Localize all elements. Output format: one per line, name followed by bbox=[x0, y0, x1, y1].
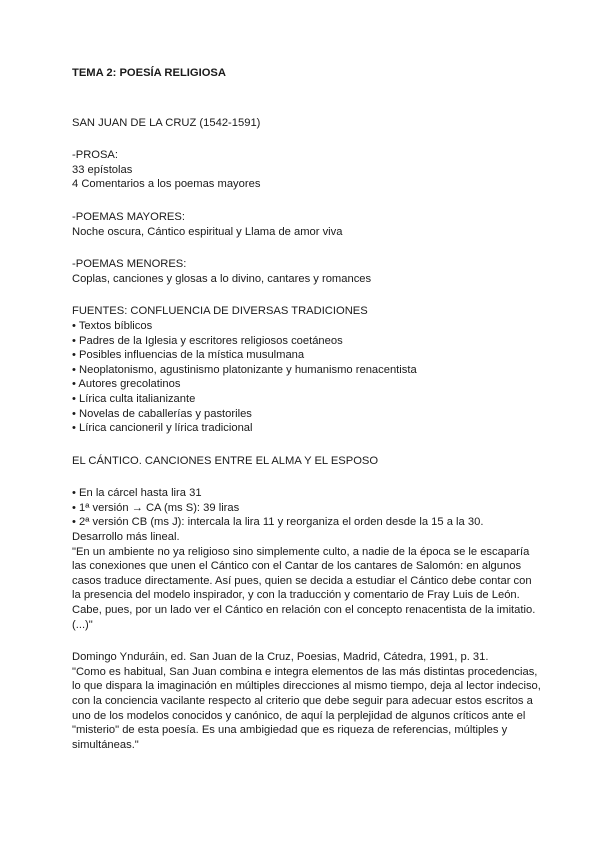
list-item: • Lírica cancioneril y lírica tradicional bbox=[72, 421, 542, 436]
list-item: • Neoplatonismo, agustinismo platonizante y humanismo renacentista bbox=[72, 363, 542, 378]
list-item: • Posibles influencias de la mística musulmana bbox=[72, 348, 542, 363]
prosa-line: 33 epístolas bbox=[72, 163, 133, 176]
list-item: • 1ª versión → CA (ms S): 39 liras bbox=[72, 501, 542, 516]
fuentes-list bbox=[72, 319, 542, 436]
cantico-after: Desarrollo más lineal. bbox=[72, 531, 180, 544]
prosa-line: 4 Comentarios a los poemas mayores bbox=[72, 178, 261, 191]
list-item: • En la cárcel hasta lira 31 bbox=[72, 486, 542, 501]
quote-paragraph-2: "Como es habitual, San Juan combina e integra elementos de las más distintas procedencias, lo que dispara la imaginación en múltiples direcciones al mismo tiempo, deja al lector indeciso, con la conciencia vacilante respecto al criterio que debe seguir para adecuar estos escritos a uno de los modelos conocidos y canónico, de aquí la perplejidad de algunos críticos ante el "misterio" de esta poesía. Es una ambigiedad que es riqueza de referencias, múltiples y simultáneas." bbox=[72, 665, 541, 751]
list-item: • 2ª versión CB (ms J): intercala la lira 11 y reorganiza el orden desde la 15 a la 30. bbox=[72, 515, 542, 530]
poemas-menores-section bbox=[72, 257, 542, 286]
poemas-menores-heading: -POEMAS MENORES: bbox=[72, 258, 187, 271]
cantico-section bbox=[72, 486, 542, 544]
poemas-mayores-heading: -POEMAS MAYORES: bbox=[72, 210, 185, 223]
quote-paragraph-1: "En un ambiente no ya religioso sino simplemente culto, a nadie de la época se le escaparía las conexiones que unen el Cántico con el Cantar de los cantares de Salomón: en algunos casos traduce directamente. Así pues, quien se decida a estudiar el Cántico debe contar con la presencia del modelo inspirador, y con la traducción y comentario de Fray Luis de León. Cabe, pues, por un lado ver el Cántico en relación con el concepto renacentista de la imitatio. (...)" bbox=[72, 545, 536, 631]
poemas-menores-line: Coplas, canciones y glosas a lo divino, cantares y romances bbox=[72, 272, 372, 285]
document-title: TEMA 2: POESÍA RELIGIOSA bbox=[72, 67, 226, 79]
prosa-section bbox=[72, 148, 542, 192]
document-page bbox=[72, 66, 542, 752]
poemas-mayores-line: Noche oscura, Cántico espiritual y Llama de amor viva bbox=[72, 225, 343, 238]
prosa-heading: -PROSA: bbox=[72, 149, 119, 162]
list-item: • Autores grecolatinos bbox=[72, 377, 542, 392]
poemas-mayores-section bbox=[72, 210, 542, 239]
list-item: • Textos bíblicos bbox=[72, 319, 542, 334]
cantico-list bbox=[72, 486, 542, 530]
fuentes-heading: FUENTES: CONFLUENCIA DE DIVERSAS TRADICIONES bbox=[72, 305, 368, 318]
citation: Domingo Ynduráin, ed. San Juan de la Cruz, Poesias, Madrid, Cátedra, 1991, p. 31. bbox=[72, 651, 489, 664]
list-item: • Novelas de caballerías y pastoriles bbox=[72, 407, 542, 422]
cantico-heading: EL CÁNTICO. CANCIONES ENTRE EL ALMA Y EL ESPOSO bbox=[72, 454, 379, 467]
author-heading: SAN JUAN DE LA CRUZ (1542-1591) bbox=[72, 116, 261, 129]
list-item: • Lírica culta italianizante bbox=[72, 392, 542, 407]
list-item: • Padres de la Iglesia y escritores religiosos coetáneos bbox=[72, 334, 542, 349]
